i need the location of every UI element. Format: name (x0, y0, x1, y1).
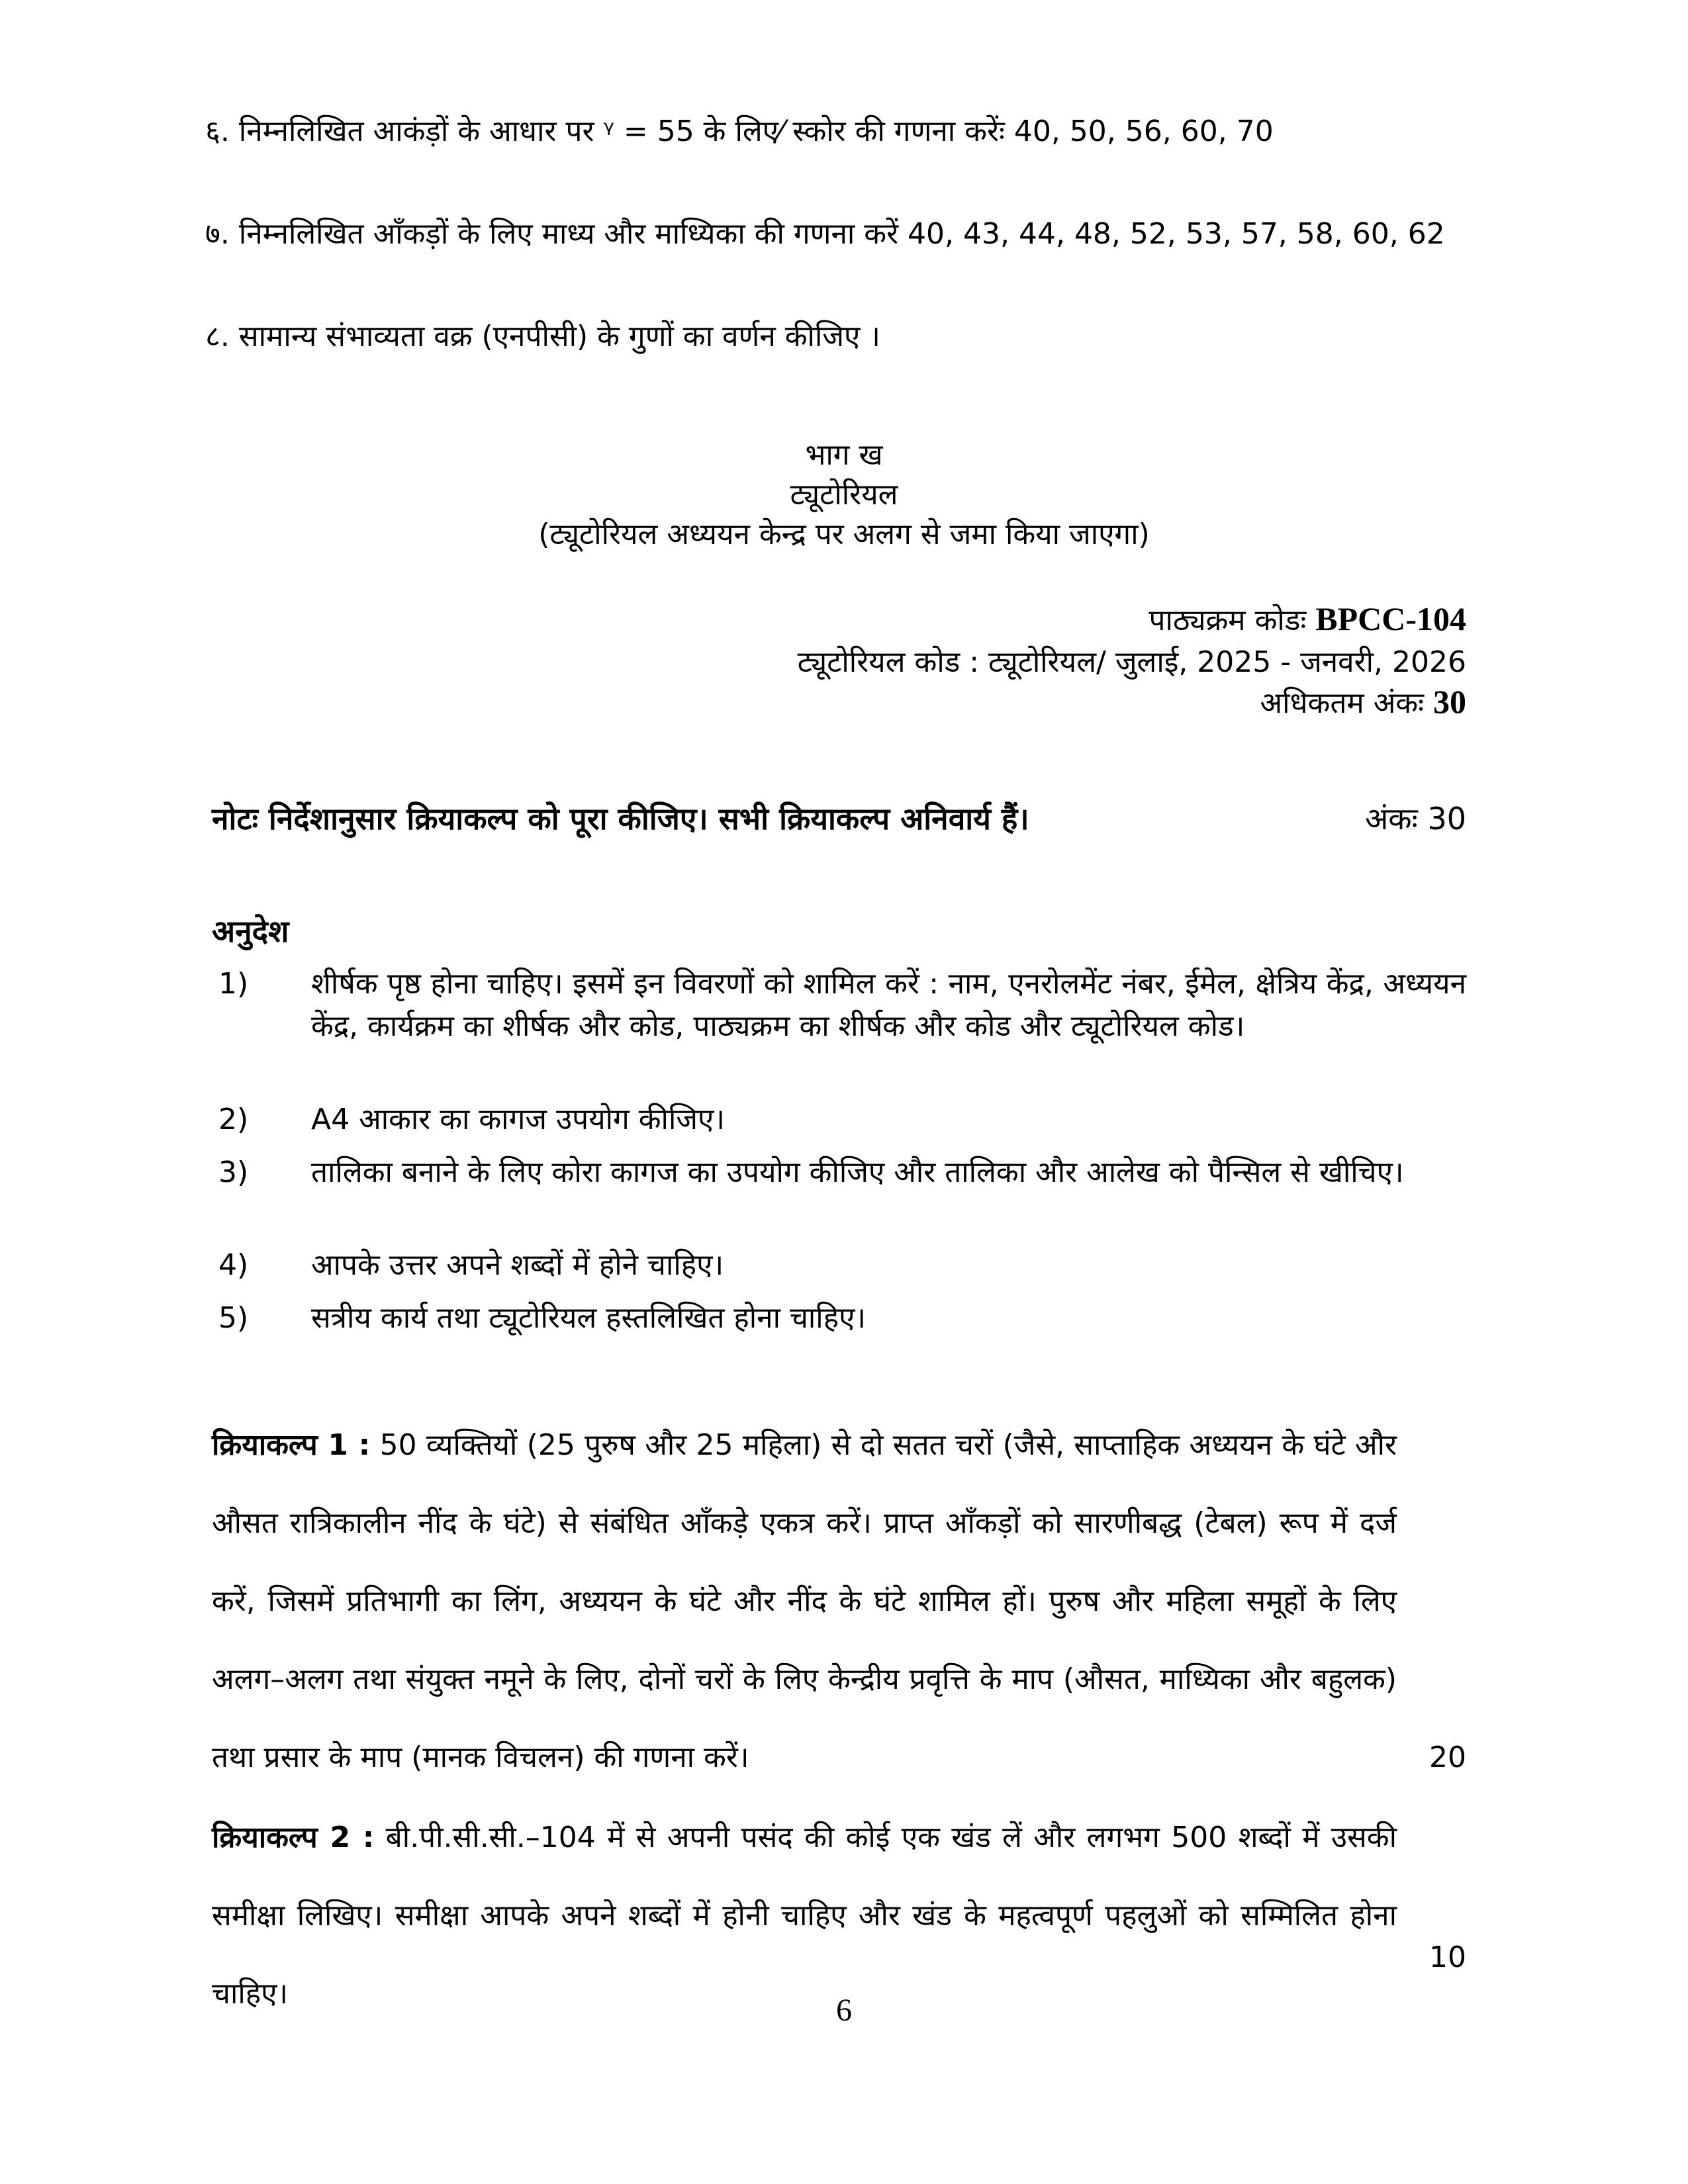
instruction-number: 4) (218, 1248, 249, 1282)
max-marks-line (530, 682, 1466, 721)
instruction-text: आपके उत्तर अपने शब्दों में होने चाहिए। (311, 1248, 724, 1282)
instructions-heading: अनुदेश (212, 913, 289, 949)
note-marks: अंकः 30 (1365, 801, 1466, 837)
max-marks: 30 (1433, 683, 1466, 720)
instruction-item (212, 1099, 1466, 1141)
page-number: 6 (836, 1993, 852, 2028)
activity-text: बी.पी.सी.सी.–104 में से अपनी पसंद की कोई एक खंड लें और लगभग 500 शब्दों में उसकी समीक्षा लिखिए। समीक्षा आपके अपने शब्दों में होनी चाहिए और खंड के महत्वपूर्ण पहलुओं को सम्मिलित होना चाहिए। (212, 1821, 1397, 2011)
question-text: सामान्य संभाव्यता वक्र (एनपीसी) के गुणों का वर्णन कीजिए । (238, 320, 880, 353)
question-8 (199, 311, 1456, 363)
question-number: ६. (205, 114, 230, 148)
instruction-text: शीर्षक पृष्ठ होना चाहिए। इसमें इन विवरणों को शामिल करें : नाम, एनरोलमेंट नंबर, ईमेल, क्षेत्रिय केंद्र, अध्ययन केंद्र, कार्यक्रम का शीर्षक और कोड, पाठ्यक्रम का शीर्षक और कोड और ट्यूटोरियल कोड। (311, 967, 1466, 1043)
section-subtitle: (ट्यूटोरियल अध्ययन केन्द्र पर अलग से जमा किया जाएगा) (538, 518, 1150, 551)
instruction-item (212, 963, 1466, 1048)
course-code-line (530, 599, 1466, 639)
instruction-text: सत्रीय कार्य तथा ट्यूटोरियल हस्तलिखित होना चाहिए। (311, 1301, 867, 1335)
question-6 (199, 106, 1456, 158)
instruction-item (212, 1152, 1466, 1194)
activity-1 (212, 1406, 1397, 1797)
instruction-text: A4 आकार का कागज उपयोग कीजिए। (311, 1103, 726, 1136)
section-title: ट्यूटोरियल (790, 478, 898, 512)
note-row (212, 797, 1466, 839)
instruction-number: 2) (218, 1103, 249, 1136)
instruction-number: 5) (218, 1301, 249, 1335)
instruction-number: 3) (218, 1156, 249, 1189)
question-7 (199, 208, 1456, 260)
question-number: ८. (205, 320, 230, 353)
question-text: निम्नलिखित आँकड़ों के लिए माध्य और माध्यिका की गणना करें 40, 43, 44, 48, 52, 53, 57, 58, 60, 62 (238, 217, 1445, 251)
section-part: भाग ख (805, 438, 883, 472)
activity-label: क्रियाकल्प 2 : (212, 1821, 375, 1854)
note-text: नोटः निर्देशानुसार क्रियाकल्प को पूरा कीजिए। सभी क्रियाकल्प अनिवार्य हैं। (212, 801, 1029, 837)
activity-text: 50 व्यक्तियों (25 पुरुष और 25 महिला) से दो सतत चरों (जैसे, साप्ताहिक अध्ययन के घंटे और औसत रात्रिकालीन नींद के घंटे) से संबंधित आँकड़े एकत्र करें। प्राप्त आँकड़ों को सारणीबद्ध (टेबल) रूप में दर्ज करें, जिसमें प्रतिभागी का लिंग, अध्ययन के घंटे और नींद के घंटे शामिल हों। पुरुष और महिला समूहों के लिए अलग–अलग तथा संयुक्त नमूने के लिए, दोनों चरों के लिए केन्द्रीय प्रवृत्ति के माप (औसत, माध्यिका और बहुलक) तथा प्रसार के माप (मानक विचलन) की गणना करें। (212, 1428, 1397, 1774)
instruction-text: तालिका बनाने के लिए कोरा कागज का उपयोग कीजिए और तालिका और आलेख को पैन्सिल से खीचिए। (311, 1156, 1404, 1189)
course-code-label: पाठ्यक्रम कोडः (1149, 604, 1307, 637)
course-code: BPCC-104 (1315, 600, 1466, 637)
question-number: ७. (205, 217, 230, 251)
activity-marks: 20 (1429, 1741, 1466, 1774)
activity-marks: 10 (1429, 1940, 1466, 1974)
activity-label: क्रियाकल्प 1 : (212, 1428, 371, 1462)
instruction-number: 1) (218, 967, 249, 1001)
instruction-item (212, 1244, 1466, 1287)
tutorial-code: ट्यूटोरियल कोड : ट्यूटोरियल/ जुलाई, 2025 - जनवरी, 2026 (797, 645, 1466, 679)
question-text: निम्नलिखित आकंड़ों के आधार पर ᵞ = 55 के लिए⁄ स्कोर की गणना करेंः 40, 50, 56, 60, 70 (238, 114, 1274, 148)
max-marks-label: अधिकतम अंकः (1260, 686, 1424, 720)
instruction-item (212, 1297, 1466, 1340)
